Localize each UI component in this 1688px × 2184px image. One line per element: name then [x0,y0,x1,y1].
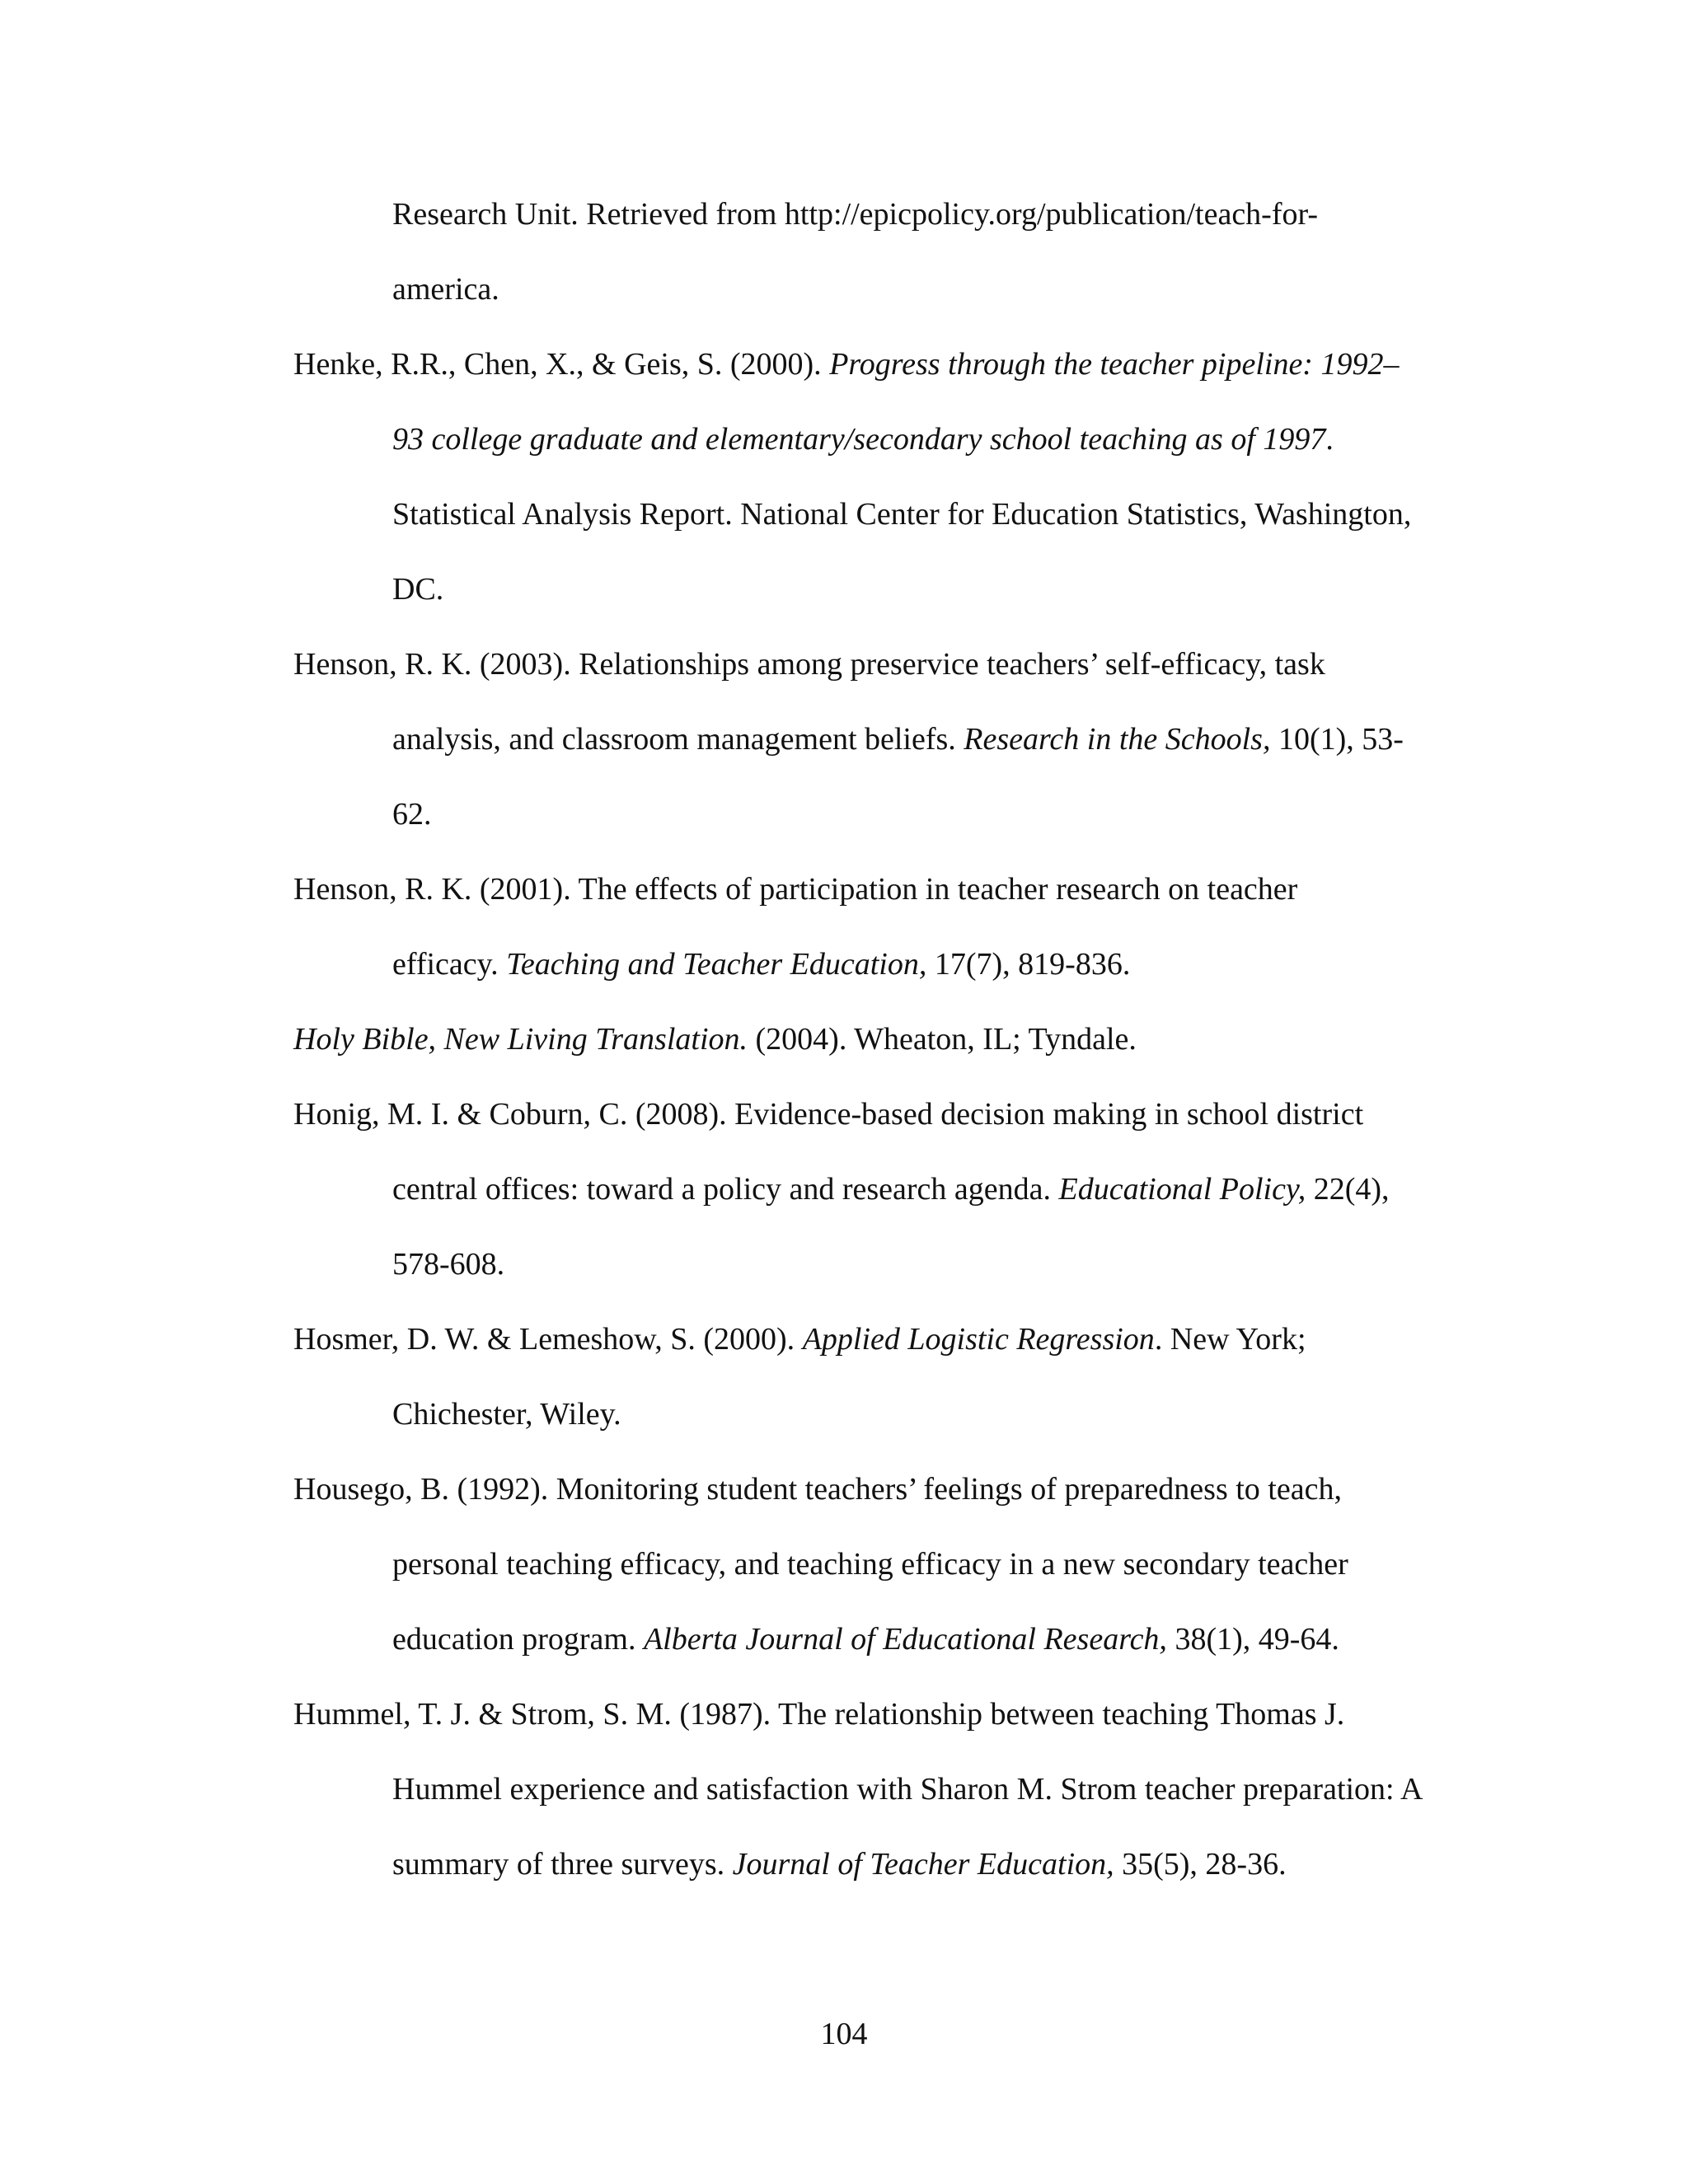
reference-line: Housego, B. (1992). Monitoring student teachers’ feelings of preparedness to teach, [293,1472,1342,1507]
reference-line: Hummel experience and satisfaction with Sharon M. Strom teacher preparation: A [392,1772,1423,1807]
reference-line: Research Unit. Retrieved from http://epicpolicy.org/publication/teach-for- [392,197,1319,232]
reference-line: 93 college graduate and elementary/secondary school teaching as of 1997. [392,422,1334,457]
reference-line: Henson, R. K. (2001). The effects of participation in teacher research on teacher [293,872,1298,907]
reference-line: DC. [392,572,444,607]
reference-line: 62. [392,797,432,832]
reference-line: 578-608. [392,1247,505,1282]
reference-line: Statistical Analysis Report. National Center for Education Statistics, Washington, [392,497,1412,532]
reference-line: Hummel, T. J. & Strom, S. M. (1987). The relationship between teaching Thomas J. [293,1697,1345,1732]
reference-line: personal teaching efficacy, and teaching efficacy in a new secondary teacher [392,1547,1348,1582]
reference-line: Henke, R.R., Chen, X., & Geis, S. (2000). Progress through the teacher pipeline: 1992– [293,347,1400,382]
reference-line: america. [392,272,499,307]
reference-line: central offices: toward a policy and research agenda. Educational Policy, 22(4), [392,1172,1390,1207]
reference-line: Honig, M. I. & Coburn, C. (2008). Evidence-based decision making in school district [293,1097,1364,1132]
page-number: 104 [820,2017,868,2051]
reference-line: Henson, R. K. (2003). Relationships among preservice teachers’ self-efficacy, task [293,647,1325,682]
reference-line: education program. Alberta Journal of Educational Research, 38(1), 49-64. [392,1622,1339,1657]
reference-line: analysis, and classroom management beliefs. Research in the Schools, 10(1), 53- [392,722,1404,757]
reference-line: Holy Bible, New Living Translation. (2004). Wheaton, IL; Tyndale. [293,1022,1137,1057]
reference-line: Hosmer, D. W. & Lemeshow, S. (2000). Applied Logistic Regression. New York; [293,1322,1306,1357]
reference-line: summary of three surveys. Journal of Teacher Education, 35(5), 28-36. [392,1847,1287,1882]
reference-line: efficacy. Teaching and Teacher Education, 17(7), 819-836. [392,947,1131,982]
reference-line: Chichester, Wiley. [392,1397,621,1432]
